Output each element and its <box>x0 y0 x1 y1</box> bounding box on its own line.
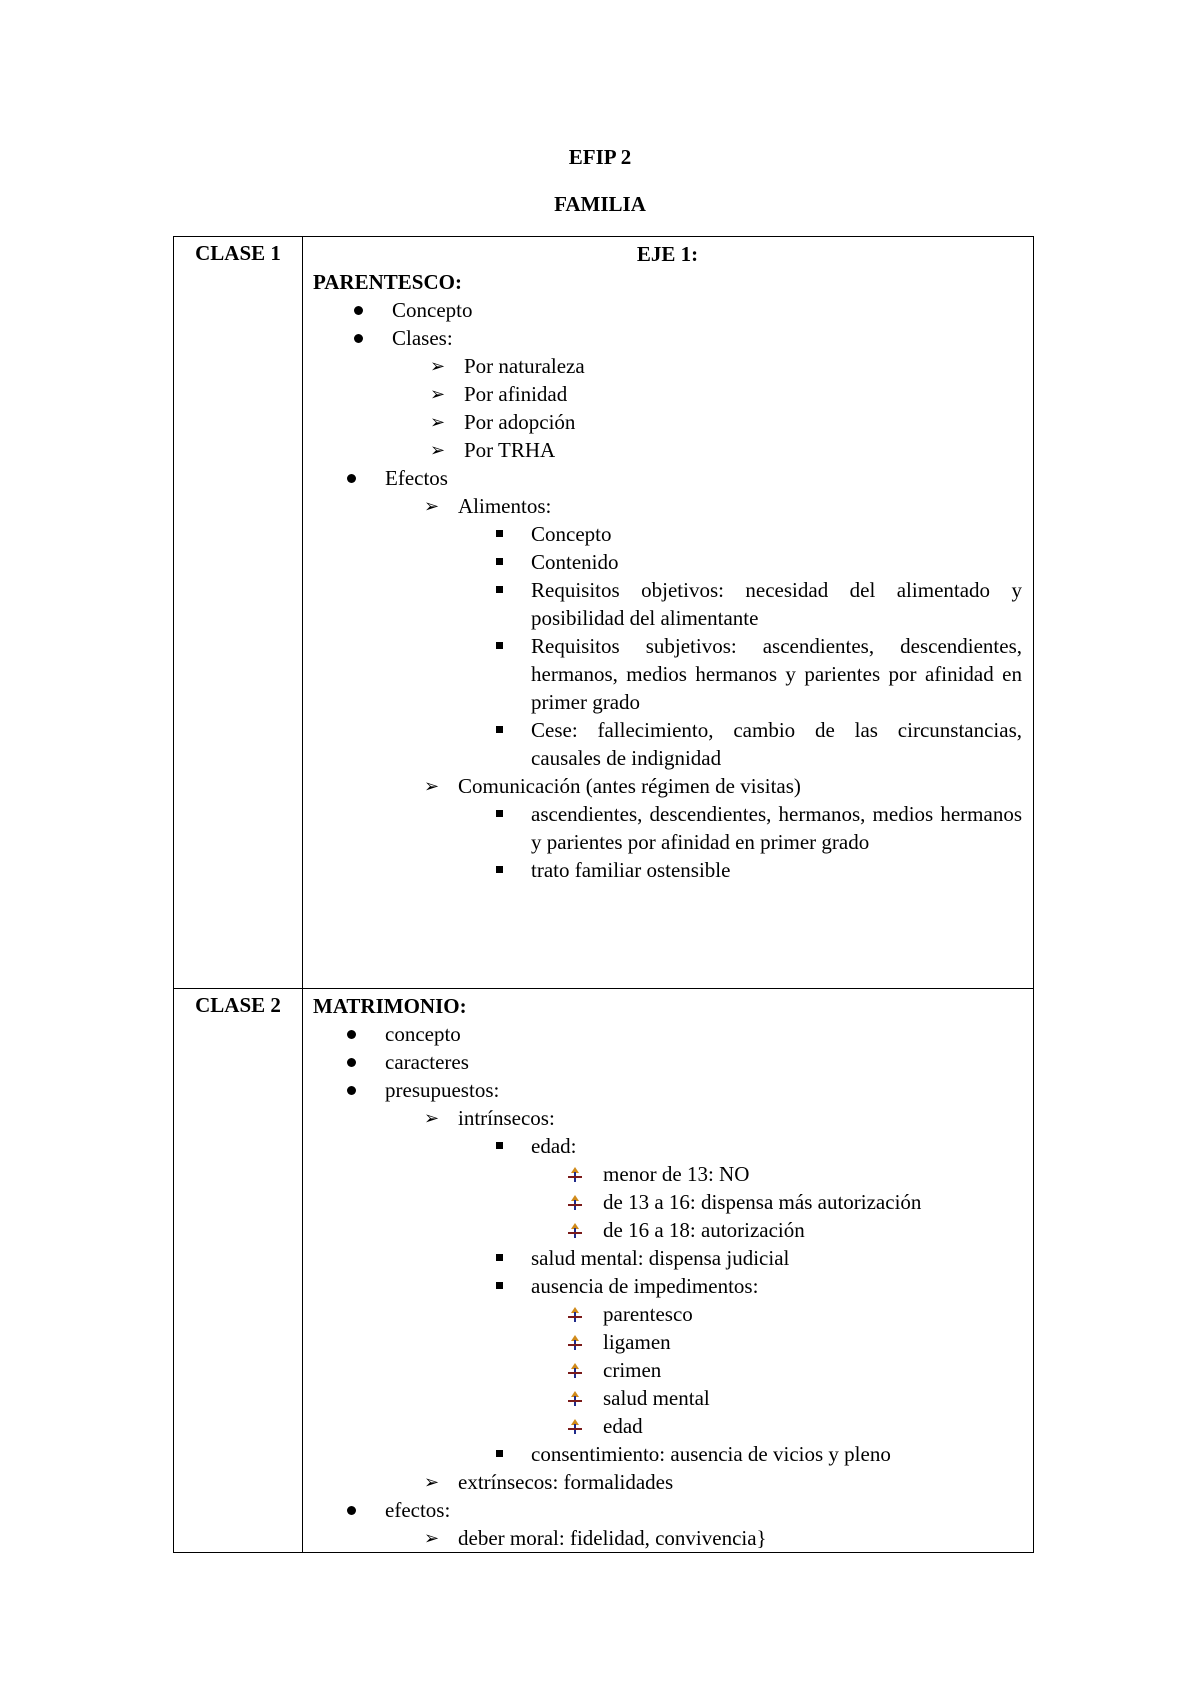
list-item: Contenido <box>531 550 619 574</box>
list-item: salud mental: dispensa judicial <box>531 1246 790 1270</box>
list-item: ➢ Comunicación (antes régimen de visitas) <box>424 774 801 798</box>
list-item: ➢ Alimentos: <box>424 494 552 518</box>
list-item: concepto <box>385 1022 461 1046</box>
list-item: salud mental <box>313 1384 1022 1412</box>
arrowhead-icon: ➢ <box>424 1108 440 1128</box>
class-content <box>303 989 1034 1553</box>
section-heading: MATRIMONIO: <box>313 994 467 1018</box>
list-item: menor de 13: NO <box>313 1160 1022 1188</box>
dart-arrow-icon <box>567 1363 583 1379</box>
arrowhead-icon: ➢ <box>430 356 446 376</box>
list-item: caracteres <box>385 1050 469 1074</box>
dart-arrow-icon <box>567 1419 583 1435</box>
list-item: ➢ Por adopción <box>430 410 576 434</box>
list-item: edad: <box>531 1134 577 1158</box>
list-item: ascendientes, descendientes, hermanos, medios hermanos y parientes por afinidad en primer grado <box>531 802 1022 854</box>
list-item: Requisitos objetivos: necesidad del alimentado y posibilidad del alimentante <box>531 578 1022 630</box>
table-row <box>174 989 1034 1553</box>
axis-heading: EJE 1: <box>636 242 699 266</box>
dart-arrow-icon <box>567 1335 583 1351</box>
arrowhead-icon: ➢ <box>424 1528 440 1548</box>
list-item: ausencia de impedimentos: <box>531 1274 759 1298</box>
list-item: trato familiar ostensible <box>531 858 731 882</box>
list-item: parentesco <box>313 1300 1022 1328</box>
arrowhead-icon: ➢ <box>424 496 440 516</box>
list-item: ligamen <box>313 1328 1022 1356</box>
section-heading: PARENTESCO: <box>313 270 462 294</box>
list-item: ➢ deber moral: fidelidad, convivencia} <box>424 1526 767 1550</box>
list-item: presupuestos: <box>385 1078 500 1102</box>
list-item: ➢ Por afinidad <box>430 382 568 406</box>
dart-arrow-icon <box>567 1167 583 1183</box>
list-item: Efectos <box>385 466 448 490</box>
list-item: Requisitos subjetivos: ascendientes, descendientes, hermanos, medios hermanos y parientes por afinidad en primer grado <box>531 634 1022 714</box>
dart-arrow-icon <box>567 1223 583 1239</box>
list-item: crimen <box>313 1356 1022 1384</box>
arrowhead-icon: ➢ <box>424 776 440 796</box>
list-item: Clases: <box>392 326 453 350</box>
content-table <box>173 236 1034 1553</box>
list-item: ➢ Por naturaleza <box>430 354 585 378</box>
list-item: ➢ intrínsecos: <box>424 1106 555 1130</box>
list-item: edad <box>313 1412 1022 1440</box>
dart-arrow-icon <box>567 1195 583 1211</box>
list-item: consentimiento: ausencia de vicios y pleno <box>531 1442 891 1466</box>
list-item: Cese: fallecimiento, cambio de las circunstancias, causales de indignidad <box>531 718 1022 770</box>
arrowhead-icon: ➢ <box>424 1472 440 1492</box>
list-item: ➢ Por TRHA <box>430 438 556 462</box>
list-item: de 13 a 16: dispensa más autorización <box>313 1188 1022 1216</box>
list-item: ➢ extrínsecos: formalidades <box>424 1470 674 1494</box>
arrowhead-icon: ➢ <box>430 384 446 404</box>
table-row <box>174 237 1034 989</box>
list-item: de 16 a 18: autorización <box>313 1216 1022 1244</box>
class-label: CLASE 1 <box>174 237 303 989</box>
arrowhead-icon: ➢ <box>430 412 446 432</box>
document-title: EFIP 2 <box>568 145 632 169</box>
list-item: efectos: <box>385 1498 451 1522</box>
document-subtitle: FAMILIA <box>554 192 646 216</box>
arrowhead-icon: ➢ <box>430 440 446 460</box>
list-item: Concepto <box>531 522 612 546</box>
list-item: Concepto <box>392 298 473 322</box>
class-label: CLASE 2 <box>174 989 303 1553</box>
dart-arrow-icon <box>567 1307 583 1323</box>
class-content <box>303 237 1034 989</box>
dart-arrow-icon <box>567 1391 583 1407</box>
